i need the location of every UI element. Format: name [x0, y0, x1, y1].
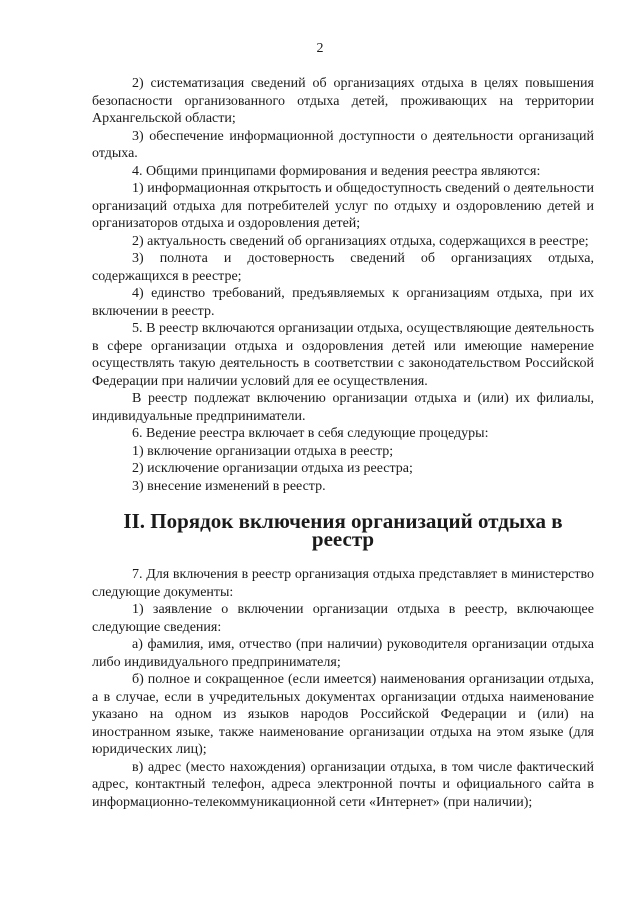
- paragraph: 2) систематизация сведений об организациях отдыха в целях повышения безопасности организованного отдыха детей, проживающих на территории Архангельской области;: [92, 76, 594, 126]
- paragraph: б) полное и сокращенное (если имеется) наименования организации отдыха, а в случае, если в учредительных документах организации отдыха наименование указано на одном из языков народов Российской Федерации и (или) на иностранном языке, также наименование организации отдыха на этом языке (для юридических лиц);: [92, 672, 594, 757]
- paragraph: 5. В реестр включаются организации отдыха, осуществляющие деятельность в сфере организации отдыха и оздоровления детей или имеющие намерение осуществлять такую деятельность в соответствии с законодательством Российской Федерации при наличии условий для ее осуществления.: [92, 321, 594, 389]
- paragraph: 2) актуальность сведений об организациях отдыха, содержащихся в реестре;: [132, 233, 589, 249]
- paragraph: 1) включение организации отдыха в реестр;: [132, 443, 394, 459]
- page-number: 2: [316, 41, 324, 56]
- paragraph: 3) обеспечение информационной доступности о деятельности организаций отдыха.: [92, 128, 594, 161]
- paragraph: 7. Для включения в реестр организация отдыха представляет в министерство следующие документы:: [92, 567, 594, 600]
- paragraph: 4) единство требований, предъявляемых к организациям отдыха, при их включении в реестр.: [92, 286, 594, 319]
- paragraph: 4. Общими принципами формирования и ведения реестра являются:: [132, 163, 541, 179]
- paragraph: а) фамилия, имя, отчество (при наличии) руководителя организации отдыха либо индивидуального предпринимателя;: [92, 637, 594, 670]
- paragraph: 3) внесение изменений в реестр.: [132, 478, 326, 494]
- section-heading: II. Порядок включения организаций отдыха в реестр: [123, 509, 563, 551]
- paragraph: в) адрес (место нахождения) организации отдыха, в том числе фактический адрес, контактный телефон, адреса электронной почты и официального сайта в информационно-телекоммуникационной сети «Интернет» (при наличии);: [92, 759, 594, 810]
- paragraph: 2) исключение организации отдыха из реестра;: [132, 461, 413, 476]
- paragraph: 1) информационная открытость и общедоступность сведений о деятельности организаций отдыха для потребителей услуг по отдыху и оздоровлению детей и организаторов отдыха и оздоровления детей;: [92, 181, 594, 231]
- paragraph: 6. Ведение реестра включает в себя следующие процедуры:: [132, 426, 489, 441]
- paragraph: 3) полнота и достоверность сведений об организациях отдыха, содержащихся в реестре;: [92, 251, 594, 284]
- paragraph: В реестр подлежат включению организации отдыха и (или) их филиалы, индивидуальные предприниматели.: [92, 391, 594, 424]
- paragraph: 1) заявление о включении организации отдыха в реестр, включающее следующие сведения:: [92, 602, 594, 635]
- document-body: [92, 75, 594, 811]
